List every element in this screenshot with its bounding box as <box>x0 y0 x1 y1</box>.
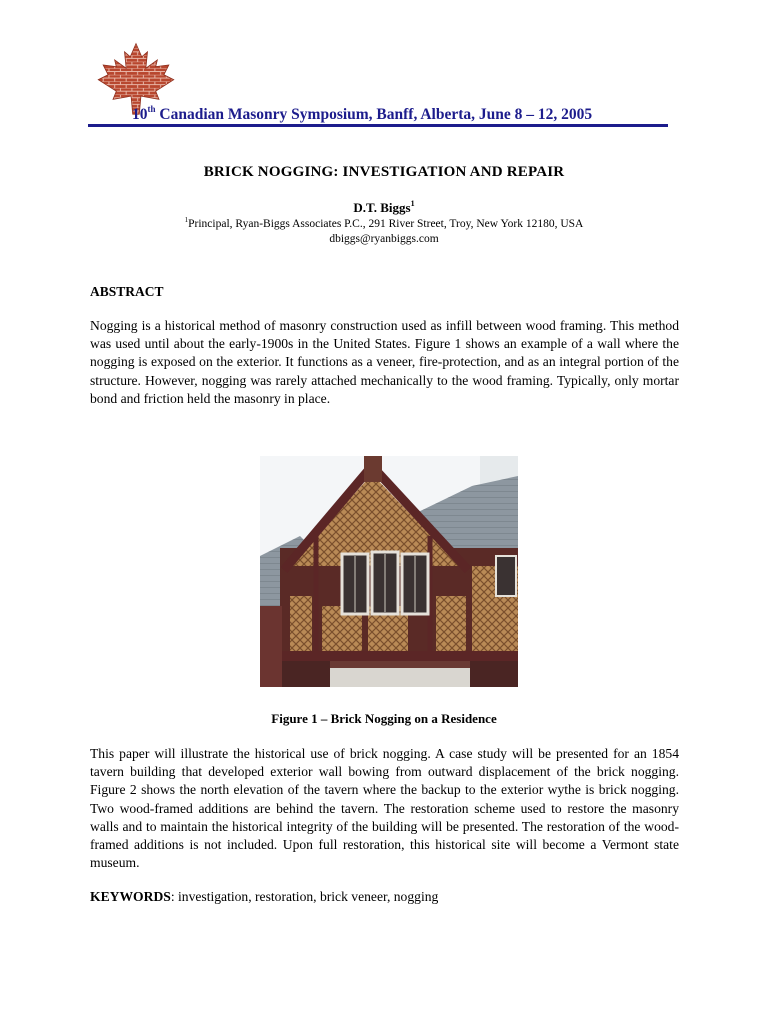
affiliation-text: Principal, Ryan-Biggs Associates P.C., 291 River Street, Troy, New York 12180, USA <box>188 218 584 230</box>
abstract-paragraph-2: This paper will illustrate the historical use of brick nogging. A case study will be presented for an 1854 tavern building that developed exterior wall bowing from outward displacement of the brick nogging. Figure 2 shows the north elevation of the tavern where the backup to the exterior wythe is brick nogging. Two wood-framed additions are behind the tavern. The restoration scheme used to restore the masonry walls and to maintain the historical integrity of the building will be presented. The restoration of the wood-framed additions is not included. Upon full restoration, this historical site will become a Vermont state museum. <box>90 746 679 871</box>
abstract-paragraph-1: Nogging is a historical method of masonry construction used as infill between wood framing. This method was used until about the early-1900s in the United States. Figure 1 shows an example of a wall where the nogging is exposed on the exterior. It functions as a veneer, fire-protection, and as an integral portion of the structure. However, nogging was rarely attached mechanically to the wood framing. Typically, only mortar bond and friction held the masonry in place. <box>90 318 679 406</box>
author-name <box>0 199 768 216</box>
author-affiliation <box>0 216 768 230</box>
author-email: dbiggs@ryanbiggs.com <box>329 233 439 245</box>
conference-title <box>132 104 592 124</box>
conference-ordinal: th <box>147 104 156 114</box>
conference-number: 10 <box>132 106 148 123</box>
conference-name: Canadian Masonry Symposium, Banff, Alberta, June 8 – 12, 2005 <box>155 106 593 123</box>
affiliation-superscript: 1 <box>184 216 189 224</box>
keywords-label: KEYWORDS <box>90 889 171 904</box>
figure-1-caption: Figure 1 – Brick Nogging on a Residence <box>271 711 497 726</box>
header-rule <box>88 124 668 127</box>
paper-title: BRICK NOGGING: INVESTIGATION AND REPAIR <box>203 164 565 180</box>
keywords-text: : investigation, restoration, brick veneer, nogging <box>170 889 439 904</box>
abstract-heading: ABSTRACT <box>90 284 164 299</box>
keywords-line <box>90 889 438 905</box>
author-text: D.T. Biggs <box>353 200 411 215</box>
figure-1-house-photo <box>260 456 518 687</box>
author-superscript: 1 <box>410 199 415 208</box>
